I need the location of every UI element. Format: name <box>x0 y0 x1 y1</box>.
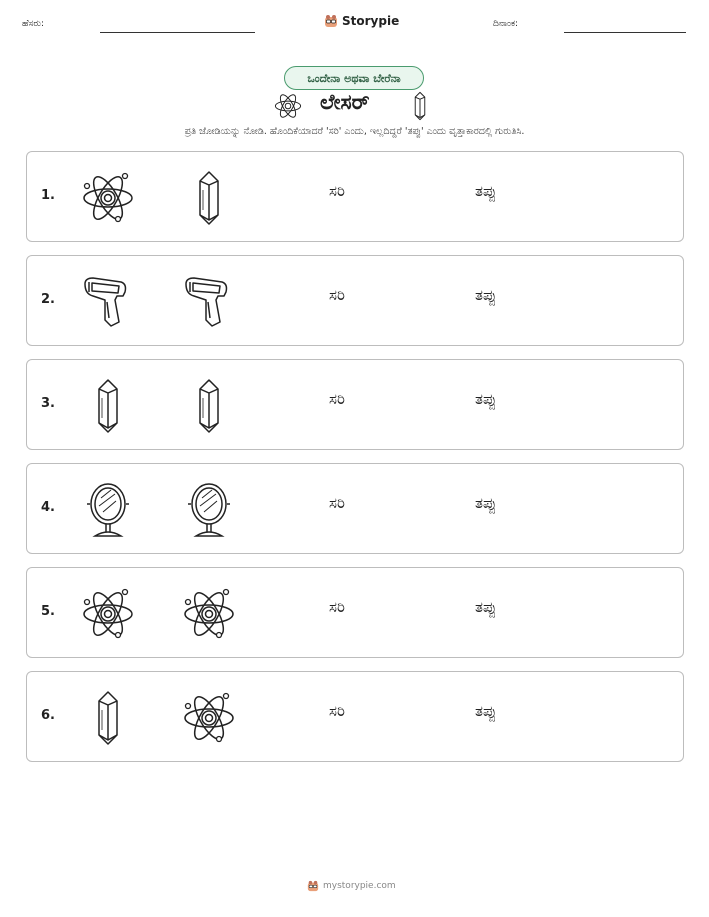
option-same[interactable]: ಸರಿ <box>329 286 345 304</box>
instructions: ಪ್ರತಿ ಜೋಡಿಯನ್ನು ನೋಡಿ. ಹೊಂದಿಕೆಯಾದರೆ 'ಸರಿ' ಎಂದು, ಇಲ್ಲದಿದ್ದರೆ 'ತಪ್ಪು' ಎಂದು ವೃತ್ತಾಕಾರದಲ್ಲಿ ಗುರುತಿಸಿ. <box>184 126 525 137</box>
footer-url: mystorypie.com <box>323 881 396 891</box>
date-label: ದಿನಾಂಕ: <box>493 19 519 29</box>
barcode-scanner-icon <box>81 274 135 330</box>
option-same[interactable]: ಸರಿ <box>329 390 345 408</box>
question-number: 5. <box>41 604 55 619</box>
brand-logo <box>324 14 399 28</box>
storypie-mascot-icon <box>307 880 319 892</box>
question-number: 6. <box>41 708 55 723</box>
question-number: 1. <box>41 188 55 203</box>
storypie-mascot-icon <box>324 14 338 28</box>
name-label: ಹೆಸರು: <box>22 19 45 29</box>
mirror-icon <box>81 482 135 538</box>
question-card <box>26 567 684 658</box>
crystal-icon <box>413 91 427 121</box>
atom-icon <box>81 170 135 226</box>
atom-icon <box>274 92 302 120</box>
title-row <box>0 90 709 120</box>
atom-icon <box>81 586 135 642</box>
question-card <box>26 255 684 346</box>
atom-icon <box>182 586 236 642</box>
worksheet-type-badge: ಒಂದೇನಾ ಅಥವಾ ಬೇರೆನಾ <box>284 66 424 90</box>
crystal-icon <box>182 170 236 226</box>
brand-name: Storypie <box>342 14 400 28</box>
crystal-icon <box>81 378 135 434</box>
question-number: 2. <box>41 292 55 307</box>
name-line <box>100 32 255 33</box>
question-card <box>26 151 684 242</box>
crystal-icon <box>81 690 135 746</box>
option-same[interactable]: ಸರಿ <box>329 702 345 720</box>
barcode-scanner-icon <box>182 274 236 330</box>
atom-icon <box>182 690 236 746</box>
crystal-icon <box>182 378 236 434</box>
option-different[interactable]: ತಪ್ಪು <box>475 702 497 720</box>
question-card <box>26 671 684 762</box>
option-same[interactable]: ಸರಿ <box>329 494 345 512</box>
question-card <box>26 359 684 450</box>
option-different[interactable]: ತಪ್ಪು <box>475 182 497 200</box>
option-same[interactable]: ಸರಿ <box>329 182 345 200</box>
option-different[interactable]: ತಪ್ಪು <box>475 494 497 512</box>
question-card <box>26 463 684 554</box>
option-different[interactable]: ತಪ್ಪು <box>475 286 497 304</box>
option-different[interactable]: ತಪ್ಪು <box>475 598 497 616</box>
page-title: ಲೇಸರ್ <box>320 90 370 114</box>
option-same[interactable]: ಸರಿ <box>329 598 345 616</box>
option-different[interactable]: ತಪ್ಪು <box>475 390 497 408</box>
question-number: 4. <box>41 500 55 515</box>
footer <box>307 880 396 892</box>
mirror-icon <box>182 482 236 538</box>
worksheet-header <box>0 14 709 38</box>
question-number: 3. <box>41 396 55 411</box>
date-line <box>564 32 686 33</box>
